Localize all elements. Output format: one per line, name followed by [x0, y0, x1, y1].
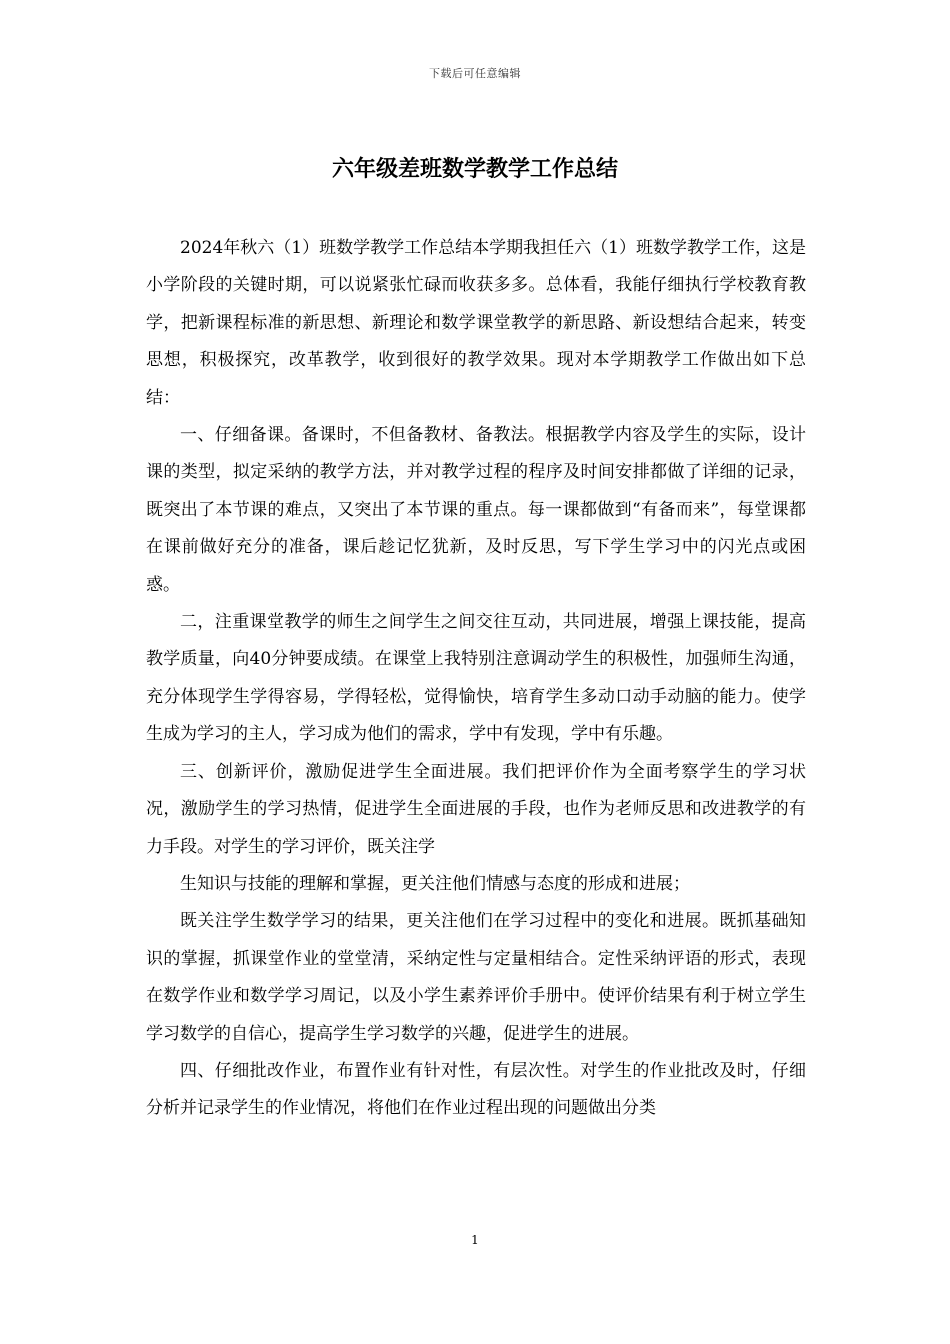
document-body	[146, 230, 806, 1128]
paragraph-section-3-cont-2: 既关注学生数学学习的结果，更关注他们在学习过程中的变化和进展。既抓基础知识的掌握，抓课堂作业的堂堂清，采纳定性与定量相结合。定性采纳评语的形式，表现在数学作业和数学学习周记，以及小学生素养评价手册中。使评价结果有利于树立学生学习数学的自信心，提高学生学习数学的兴趣，促进学生的进展。	[146, 911, 806, 1044]
header-note: 下载后可任意编辑	[429, 67, 521, 80]
paragraph-section-3-cont: 生知识与技能的理解和掌握，更关注他们情感与态度的形成和进展；	[180, 873, 690, 894]
page-number: 1	[471, 1233, 479, 1247]
paragraph-intro: 2024年秋六（1）班数学教学工作总结本学期我担任六（1）班数学教学工作，这是小学阶段的关键时期，可以说紧张忙碌而收获多多。总体看，我能仔细执行学校教育教学，把新课程标准的新思想、新理论和数学课堂教学的新思路、新设想结合起来，转变思想，积极探究，改革教学，收到很好的教学效果。现对本学期教学工作做出如下总结：	[146, 238, 806, 408]
paragraph-section-3: 三、创新评价，激励促进学生全面进展。我们把评价作为全面考察学生的学习状况，激励学生的学习热情，促进学生全面进展的手段，也作为老师反思和改进教学的有力手段。对学生的学习评价，既关注学	[146, 761, 806, 857]
paragraph-section-4: 四、仔细批改作业，布置作业有针对性，有层次性。对学生的作业批改及时，仔细分析并记录学生的作业情况，将他们在作业过程出现的问题做出分类	[146, 1060, 806, 1119]
paragraph-section-1: 一、仔细备课。备课时，不但备教材、备教法。根据教学内容及学生的实际，设计课的类型，拟定采纳的教学方法，并对教学过程的程序及时间安排都做了详细的记录，既突出了本节课的难点，又突出了本节课的重点。每一课都做到“有备而来”，每堂课都在课前做好充分的准备，课后趁记忆犹新，及时反思，写下学生学习中的闪光点或困惑。	[146, 425, 806, 595]
document-title: 六年级差班数学教学工作总结	[331, 156, 618, 182]
paragraph-section-2: 二，注重课堂教学的师生之间学生之间交往互动，共同进展，增强上课技能，提高教学质量，向40分钟要成绩。在课堂上我特别注意调动学生的积极性，加强师生沟通，充分体现学生学得容易，学得轻松，觉得愉快，培育学生多动口动手动脑的能力。使学生成为学习的主人，学习成为他们的需求，学中有发现，学中有乐趣。	[146, 612, 806, 745]
